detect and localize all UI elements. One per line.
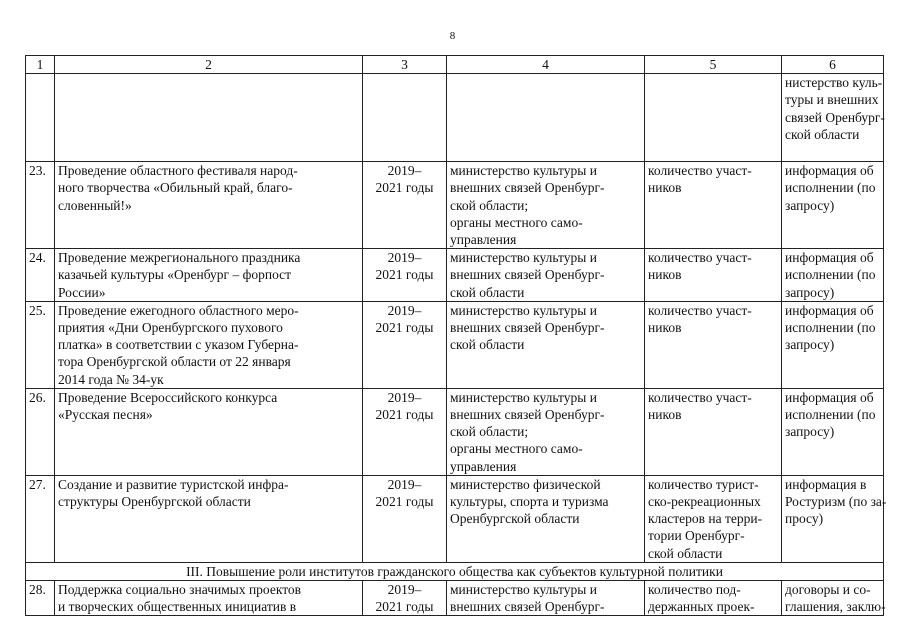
page-number: 8 [449, 30, 456, 42]
row-number-cell [26, 388, 55, 475]
cell-line: структуры Оренбургской области [58, 494, 251, 510]
row-number-cell [26, 475, 55, 562]
cell-line: Создание и развитие туристской инфра- [58, 476, 289, 492]
cell-line: количество под- [648, 582, 741, 598]
table-row [26, 162, 884, 249]
section-row [26, 562, 884, 580]
reporting-cell [782, 475, 887, 562]
cell-line: министерство культуры и [450, 163, 597, 179]
cell-line: туры и внешних [785, 92, 879, 108]
period-cell [363, 388, 447, 475]
cell-line: 2021 годы [375, 407, 434, 423]
cell-line: ской области [785, 126, 860, 142]
cell-line: внешних связей Оренбург- [450, 267, 605, 283]
executor-cell [447, 475, 645, 562]
period-cell [363, 301, 447, 388]
cell-line: внешних связей Оренбург- [450, 407, 605, 423]
cell-line: и творческих общественных инициатив в [58, 599, 297, 615]
cell-line: 2019– [387, 476, 422, 492]
cell-line: связей Оренбург- [785, 109, 885, 125]
cell-line: информация об [785, 163, 874, 179]
row-number-cell [26, 162, 55, 249]
cell-line: ской области [450, 337, 525, 353]
cell-line: ской области [450, 284, 525, 300]
empty-cell [363, 74, 447, 162]
empty-cell [645, 74, 782, 162]
activity-cell [55, 388, 363, 475]
table-row [26, 581, 884, 616]
column-header: 5 [645, 56, 782, 74]
row-number-cell [26, 581, 55, 616]
cell-line: культуры, спорта и туризма [450, 494, 609, 510]
row-number-cell [26, 249, 55, 302]
cell-line: управления [450, 232, 517, 248]
cell-line: 2019– [387, 163, 422, 179]
activity-cell [55, 162, 363, 249]
cell-line: информация в [785, 476, 867, 492]
cell-line: ской области; [450, 197, 529, 213]
indicator-cell [645, 249, 782, 302]
cell-line: количество участ- [648, 389, 752, 405]
cell-line: информация об [785, 389, 874, 405]
cell-line: внешних связей Оренбург- [450, 320, 605, 336]
reporting-cell [782, 388, 884, 475]
cell-line: министерство культуры и [450, 582, 597, 598]
cell-line: министерство культуры и [450, 250, 597, 266]
reporting-cell [782, 301, 884, 388]
cell-line: ного творчества «Обильный край, благо- [58, 180, 293, 196]
period-cell [363, 249, 447, 302]
cell-line: количество участ- [648, 163, 752, 179]
section-title: III. Повышение роли институтов гражданского общества как субъектов культурной политики [26, 562, 884, 580]
executor-cell [447, 388, 645, 475]
executor-cell [447, 581, 645, 616]
plan-table [25, 55, 887, 616]
cell-line: ской области; [450, 424, 529, 440]
cell-line: 2021 годы [375, 267, 434, 283]
cell-line: 2021 годы [375, 494, 434, 510]
cell-line: 24. [29, 250, 46, 266]
empty-cell [26, 74, 55, 162]
activity-cell [55, 581, 363, 616]
cell-line: Проведение ежегодного областного меро- [58, 302, 299, 318]
cell-line: 25. [29, 302, 46, 318]
cell-line: договоры и со- [785, 582, 871, 598]
table-row [26, 388, 884, 475]
cell-line: нистерство куль- [785, 75, 883, 91]
cell-line: Оренбургской области [450, 511, 580, 527]
cell-line: органы местного само- [450, 214, 583, 230]
indicator-cell [645, 475, 782, 562]
cell-line: ников [648, 407, 682, 423]
cell-line: 2019– [387, 302, 422, 318]
cell-line: запросу) [785, 424, 835, 440]
cell-line: запросу) [785, 337, 835, 353]
reporting-cell [782, 581, 884, 616]
cell-line: Ростуризм (по за- [785, 494, 887, 510]
cell-line: ников [648, 267, 682, 283]
activity-cell [55, 301, 363, 388]
cell-line: словенный!» [58, 197, 132, 213]
empty-cell [55, 74, 363, 162]
column-header-row [26, 56, 884, 74]
cell-line: 26. [29, 389, 46, 405]
cell-line: казачьей культуры «Оренбург – форпост [58, 267, 292, 283]
cell-line: количество турист- [648, 476, 759, 492]
cell-line: ников [648, 320, 682, 336]
cell-line: количество участ- [648, 302, 752, 318]
activity-cell [55, 249, 363, 302]
cell-line: ской области [648, 545, 723, 561]
cell-line: внешних связей Оренбург- [450, 180, 605, 196]
column-header: 3 [363, 56, 447, 74]
cell-line: количество участ- [648, 250, 752, 266]
period-cell [363, 162, 447, 249]
cell-line: 2019– [387, 389, 422, 405]
cell-line: просу) [785, 511, 824, 527]
executor-cell [447, 162, 645, 249]
table-row [26, 301, 884, 388]
period-cell [363, 581, 447, 616]
cell-line: внешних связей Оренбург- [450, 599, 605, 615]
cell-line: 2021 годы [375, 180, 434, 196]
cell-line: информация об [785, 302, 874, 318]
period-cell [363, 475, 447, 562]
column-header: 6 [782, 56, 884, 74]
cell-line: 27. [29, 476, 46, 492]
row-number-cell [26, 301, 55, 388]
activity-cell [55, 475, 363, 562]
executor-cell [447, 301, 645, 388]
cell-line: тории Оренбург- [648, 528, 745, 544]
cell-line: информация об [785, 250, 874, 266]
table-row [26, 475, 884, 562]
indicator-cell [645, 581, 782, 616]
cell-line: органы местного само- [450, 441, 583, 457]
cell-line: 28. [29, 582, 46, 598]
cell-line: России» [58, 284, 106, 300]
cell-line: запросу) [785, 197, 835, 213]
cell-line: исполнении (по [785, 267, 876, 283]
indicator-cell [645, 301, 782, 388]
cell-line: держанных проек- [648, 599, 755, 615]
reporting-cell [782, 162, 884, 249]
cell-line: ников [648, 180, 682, 196]
table-row [26, 249, 884, 302]
cell-line: управления [450, 458, 517, 474]
cell-line: 2021 годы [375, 599, 434, 615]
cell-line: Проведение межрегионального праздника [58, 250, 301, 266]
cell-line: министерство культуры и [450, 302, 597, 318]
cell-line: тора Оренбургской области от 22 января [58, 354, 291, 370]
cell-line: запросу) [785, 284, 835, 300]
cell-line: приятия «Дни Оренбургского пухового [58, 320, 283, 336]
continuation-row [26, 74, 884, 162]
cell-line: 2021 годы [375, 320, 434, 336]
cell-line: 2019– [387, 582, 422, 598]
cell-line: Поддержка социально значимых проектов [58, 582, 302, 598]
cell-line: кластеров на терри- [648, 511, 763, 527]
cell-line: 23. [29, 163, 46, 179]
cell-line: 2019– [387, 250, 422, 266]
cell-line: исполнении (по [785, 407, 876, 423]
cell-line: платка» в соответствии с указом Губерна- [58, 337, 299, 353]
cell-line: ско-рекреационных [648, 494, 761, 510]
column-header: 2 [55, 56, 363, 74]
cell-line: исполнении (по [785, 180, 876, 196]
cell-line: глашения, заклю- [785, 599, 886, 615]
cell-line: министерство физической [450, 476, 601, 492]
executor-cell [447, 249, 645, 302]
reporting-cell [782, 249, 884, 302]
reporting-cell [782, 74, 884, 162]
cell-line: 2014 года № 34-ук [58, 371, 164, 387]
column-header: 4 [447, 56, 645, 74]
cell-line: исполнении (по [785, 320, 876, 336]
cell-line: министерство культуры и [450, 389, 597, 405]
empty-cell [447, 74, 645, 162]
column-header: 1 [26, 56, 55, 74]
cell-line: Проведение областного фестиваля народ- [58, 163, 298, 179]
cell-line: «Русская песня» [58, 407, 153, 423]
indicator-cell [645, 388, 782, 475]
indicator-cell [645, 162, 782, 249]
cell-line: Проведение Всероссийского конкурса [58, 389, 278, 405]
